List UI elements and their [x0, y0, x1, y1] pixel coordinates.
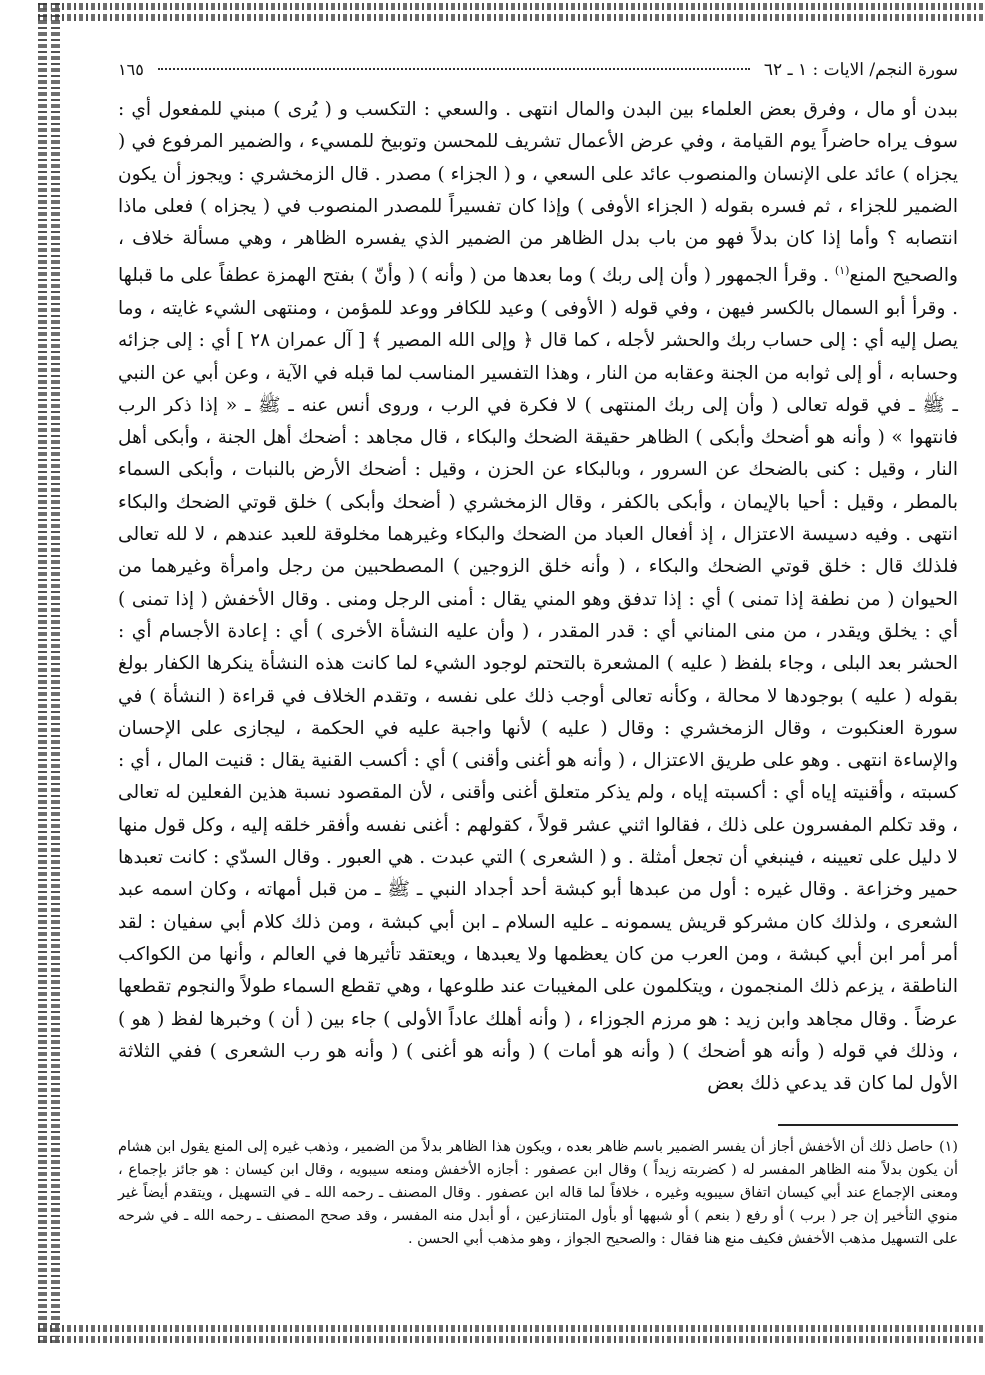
footnote-separator — [778, 1124, 958, 1126]
main-text-part-1: ببدن أو مال ، وفرق بعض العلماء بين البدن والمال انتهى . والسعي : التكسب و ( يُرى ) مبني للمفعول أي : سوف يراه حاضراً يوم القيامة ، وفي عرض الأعمال تشريف للمحسن وتوبيخ للمسيء ، والضمير المرفوع في ( يجزاه ) عائد على الإنسان والمنصوب عائد على السعي ، و ( الجزاء ) مصدر . قال الزمخشري : ويجوز أن يكون الضمير للجزاء ، ثم فسره بقوله ( الجزاء الأوفى ) وإذا كان تفسيراً للمصدر المنصوب في ( يجزاه ) فعلى ماذا انتصابه ؟ وأما إذا كان بدلاً فهو من باب بدل الظاهر من الضمير الذي يفسره الظاهر ، وهي مسألة خلاف ، والصحيح المنع — [118, 99, 959, 287]
header-dot-leader — [158, 68, 750, 70]
page-number: ١٦٥ — [118, 60, 144, 79]
ornamental-border-left — [38, 3, 60, 1343]
footnote-reference: (١) — [834, 264, 850, 278]
main-text — [118, 92, 958, 1100]
main-text-part-2: . وقرأ الجمهور ( وأن إلى ربك ) وما بعدها من ( وأنه ) ( وأنّ ) بفتح الهمزة عطفاً على ما قبلها . وقرأ أبو السمال بالكسر فيهن ، وفي قوله ( الأوفى ) وعيد للكافر ووعد للمؤمن ، ومنتهى الشيء غايته ، وما يصل إليه أي : إلى حساب ربك والحشر لأجله ، كما قال ﴿ وإلى الله المصير ﴾ [ آل عمران ٢٨ ] أي : إلى جزائه وحسابه ، أو إلى ثوابه من الجنة وعقابه من النار ، وهذا التفسير المناسب لما قبله في الآية ، وعن أبي عن النبي ـ ﷺ ـ في قوله تعالى ( وأن إلى ربك المنتهى ) لا فكرة في الرب ، وروى أنس عنه ـ ﷺ ـ « إذا ذكر الرب فانتهوا » ( وأنه هو أضحك وأبكى ) الظاهر حقيقة الضحك والبكاء ، قال مجاهد : أضحك أهل الجنة ، وأبكى أهل النار ، وقيل : كنى بالضحك عن السرور ، وبالبكاء عن الحزن ، وقيل : أضحك الأرض بالنبات ، وأبكى السماء بالمطر ، وقيل : أحيا بالإيمان ، وأبكى بالكفر ، وقال الزمخشري ( أضحك وأبكى ) خلق قوتي الضحك والبكاء انتهى . وفيه دسيسة الاعتزال ، إذ أفعال العباد من الضحك والبكاء وغيرهما مخلوقة للعبد عندهم ، لا لله تعالى فلذلك قال : خلق قوتي الضحك والبكاء ، ( وأنه خلق الزوجين ) المصطحبين من رجل وامرأة وغيرهما من الحيوان ( من نطفة إذا تمنى ) أي : إذا تدفق وهو المني يقال : أمنى الرجل ومنى . وقال الأخفش ( إذا تمنى ) أي : يخلق ويقدر ، من منى المناني أي : قدر المقدر ، ( وأن عليه النشأة الأخرى ) أي : إعادة الأجسام أي : الحشر بعد البلى ، وجاء بلفظ ( عليه ) المشعرة بالتحتم لوجود الشيء لما كانت هذه النشأة ينكرها الكفار بولغ بقوله ( عليه ) بوجودها لا محالة ، وكأنه تعالى أوجب ذلك على نفسه ، وتقدم الخلاف في قراءة ( النشأة ) في سورة العنكبوت ، وقال الزمخشري : وقال ( عليه ) لأنها واجبة عليه في الحكمة ، ليجازى على الإحسان والإساءة انتهى . وهو على طريق الاعتزال ، ( وأنه هو أغنى وأقنى ) أي : أكسب القنية يقال : قنيت المال ، أي : كسبته ، وأقنيته إياه أي : أكسبته إياه ، ولم يذكر متعلق أغنى وأقنى ، لأن المقصود نسبة هذين الفعلين له تعالى ، وقد تكلم المفسرون على ذلك ، فقالوا اثني عشر قولاً ، كقولهم : أغنى نفسه وأفقر خلقه إليه ، وكل قول منها لا دليل على تعيينه ، فينبغي أن تجعل أمثلة . و ( الشعرى ) التي عبدت . هي العبور . وقال السدّي : كانت تعبدها حمير وخزاعة . وقال غيره : أول من عبدها أبو كبشة أحد أجداد النبي ـ ﷺ ـ من قبل أمهاته ، وكان اسمه عبد الشعرى ، ولذلك كان مشركو قريش يسمونه ـ عليه السلام ـ ابن أبي كبشة ، ومن ذلك كلام أبي سفيان : لقد أمر أمر ابن أبي كبشة ، ومن العرب من كان يعظمها ولا يعبدها ، ويعتقد تأثيرها في العالم ، وأنها من الكواكب الناطقة ، يزعم ذلك المنجمون ، ويتكلمون على المغيبات عند طلوعها ، وهي تقطع السماء طولاً والنجوم تقطعها عرضاً . وقال مجاهد وابن زيد : هو مرزم الجوزاء ، ( وأنه أهلك عاداً الأولى ) جاء بين ( أن ) وخبرها لفظ ( هو ) ، وذلك في قوله ( وأنه هو أضحك ) ( وأنه هو أمات ) ( وأنه هو أغنى ) ( وأنه هو رب الشعرى ) ففي الثلاثة الأول لما كان قد يدعي ذلك بعض — [118, 265, 958, 1095]
ornamental-border-top — [38, 3, 985, 21]
footnote — [118, 1136, 958, 1251]
footnote-marker: (١) — [939, 1139, 958, 1156]
running-header — [118, 60, 958, 92]
header-title: سورة النجم/ الايات : ١ ـ ٦٢ — [763, 60, 958, 80]
footnote-text: حاصل ذلك أن الأخفش أجاز أن يفسر الضمير باسم ظاهر بعده ، ويكون هذا الظاهر بدلاً من الضمير ، وذهب غيره إلى المنع يقول ابن هشام أن يكون بدلاً منه الظاهر المفسر له ( كضربته زيداً ) وقال ابن عصفور : أجازه الأخفش ومنعه سيبويه ، وقال ابن كيسان : هو جائز بإجماع ، ومعنى الإجماع عند أبي كيسان اتفاق سيبويه وغيره ، خلافاً لما قاله ابن عصفور . وقال المصنف ـ رحمه الله ـ في التسهيل ، ويتقدم أيضاً غير منوي التأخير إن جر ( برب ) أو رفع ( بنعم ) أو شبهها أو بأول المتنازعين ، أو أبدل منه المفسر ، وقد صحح المصنف ـ رحمه الله ـ في شرحه على التسهيل مذهب الأخفش فكيف منع هنا فقال : والصحيح الجواز ، وهو مذهب أبي الحسن . — [118, 1139, 958, 1248]
ornamental-border-bottom — [38, 1325, 985, 1343]
page — [118, 60, 958, 1251]
